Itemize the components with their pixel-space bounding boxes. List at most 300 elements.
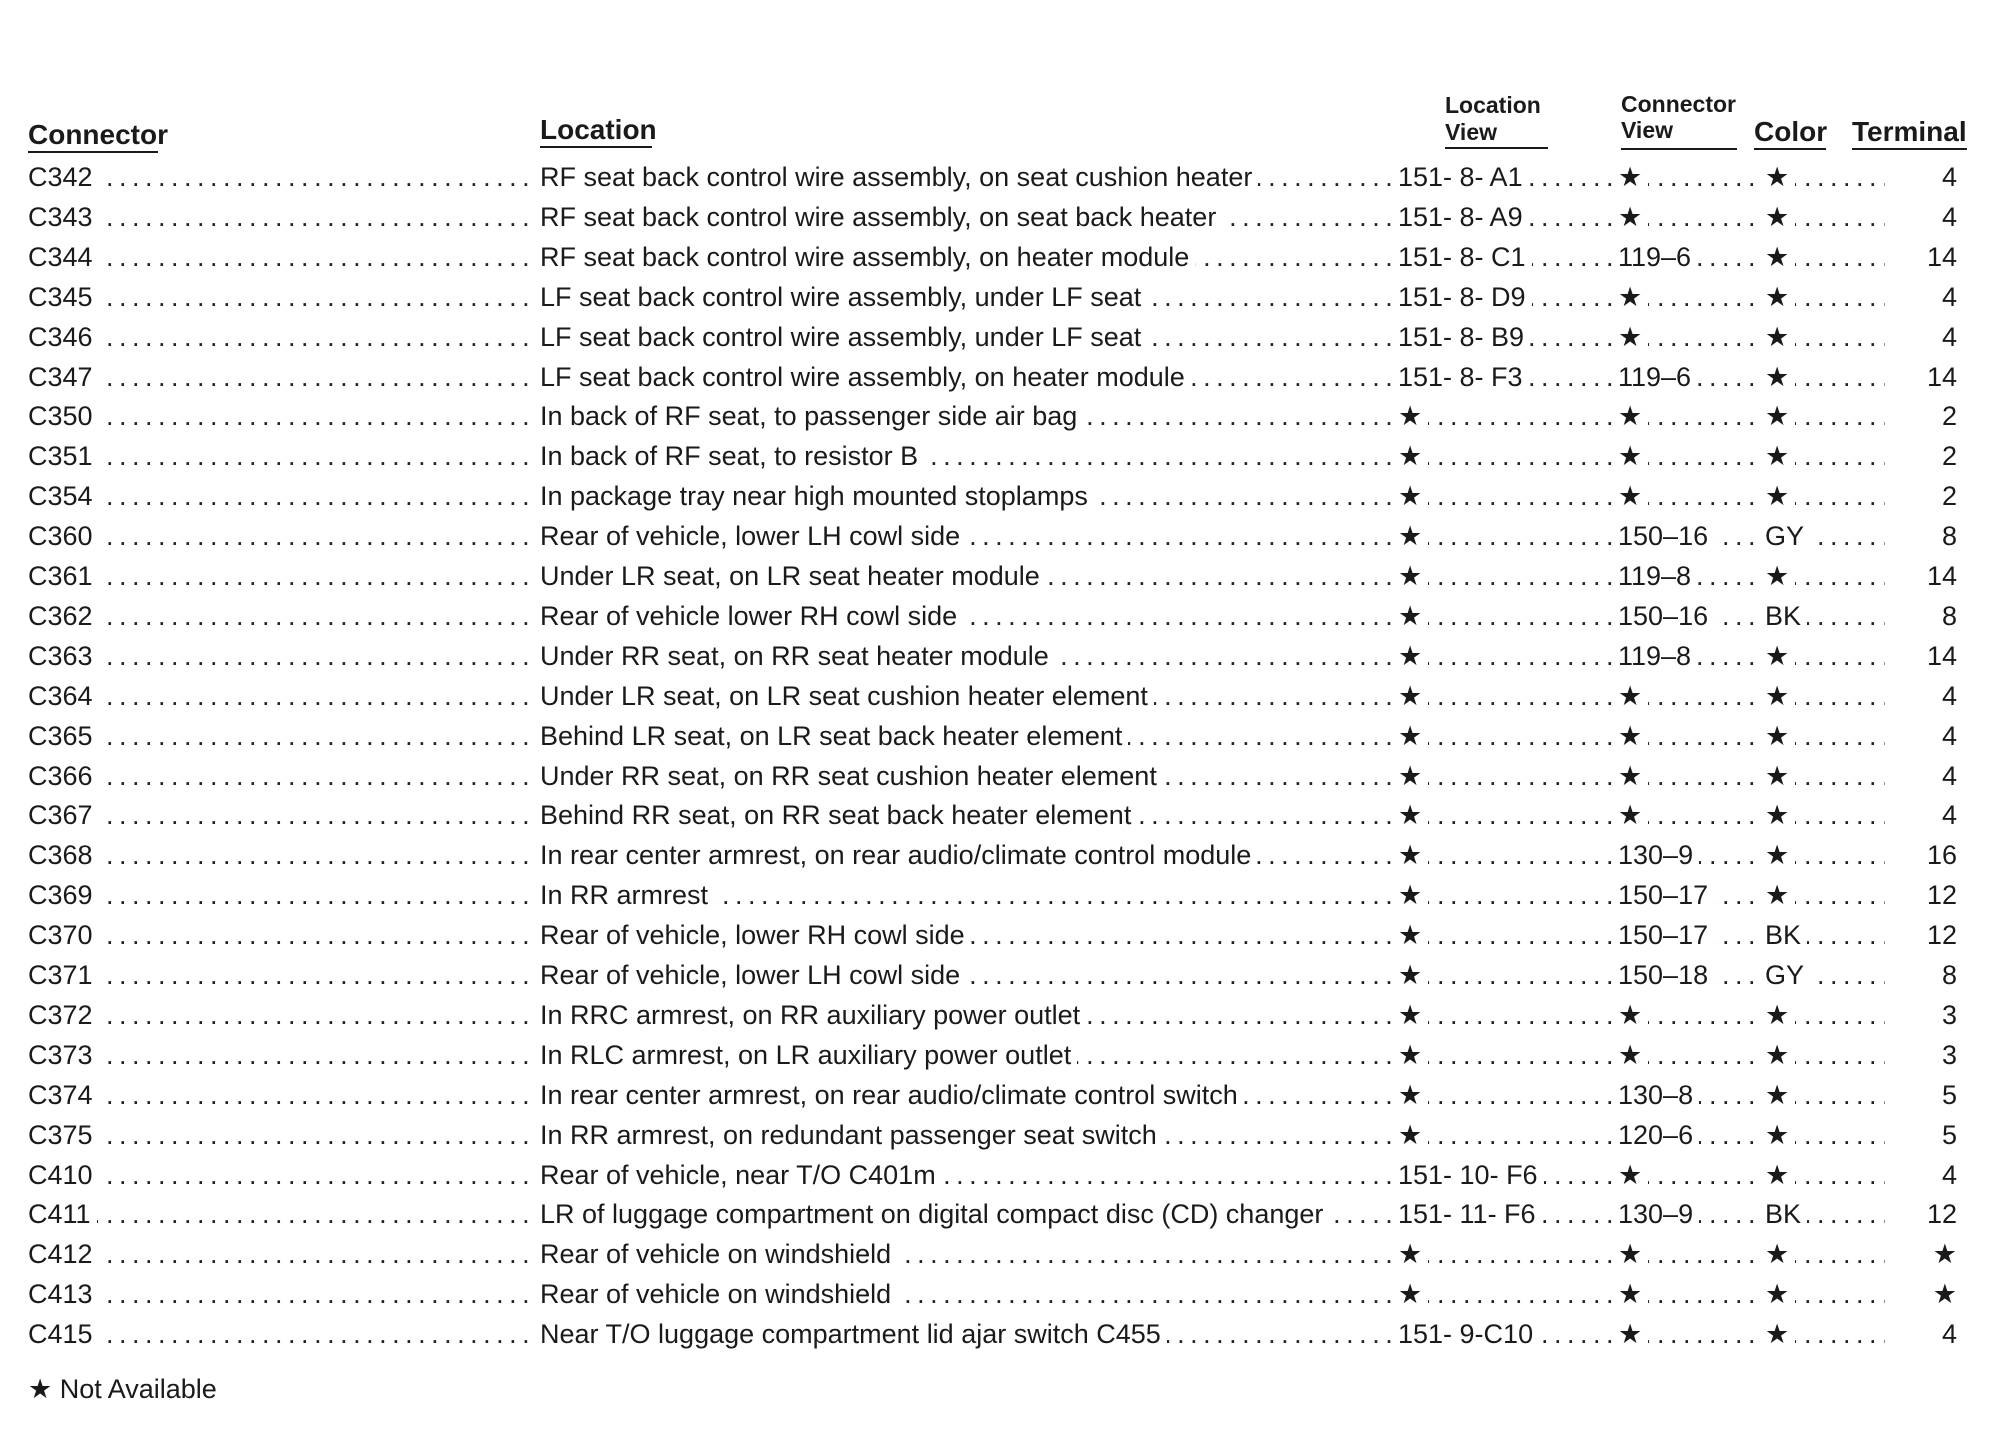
connector-view-cell-text: 119–8 [1618, 561, 1697, 591]
location-view-cell-text: ★ [1398, 641, 1428, 671]
table-row [0, 317, 1992, 357]
location-cell [540, 1194, 1395, 1234]
location-cell-text: Under LR seat, on LR seat heater module [540, 561, 1046, 591]
connector-view-cell-text: ★ [1618, 481, 1648, 511]
leader-dots [1398, 875, 1616, 915]
location-cell [540, 1035, 1395, 1075]
color-cell-text: BK [1765, 601, 1807, 631]
location-cell-text: In package tray near high mounted stoplamps [540, 481, 1094, 511]
connector-view-cell [1618, 835, 1763, 875]
terminal-cell-text: 4 [1936, 761, 1957, 791]
connector-view-cell-text: ★ [1618, 681, 1648, 711]
terminal-cell-text: 5 [1936, 1120, 1957, 1150]
location-view-cell [1398, 995, 1616, 1035]
location-cell [540, 1234, 1395, 1274]
leader-dots [28, 1314, 533, 1354]
terminal-cell-text: 8 [1936, 601, 1957, 631]
connector-view-cell-text: 120–6 [1618, 1120, 1699, 1150]
location-view-cell [1398, 1314, 1616, 1354]
color-cell [1765, 1234, 1885, 1274]
table-row [0, 716, 1992, 756]
location-cell [540, 157, 1395, 197]
connector-view-cell-text: ★ [1618, 202, 1648, 232]
leader-dots [1398, 915, 1616, 955]
location-view-cell-text: ★ [1398, 481, 1428, 511]
table-row [0, 596, 1992, 636]
connector-cell-text: C368 [28, 840, 99, 870]
location-cell-text: RF seat back control wire assembly, on heater module [540, 242, 1195, 272]
connector-view-cell-text: ★ [1618, 761, 1648, 791]
color-cell-text: GY [1765, 960, 1810, 990]
connector-cell [28, 596, 533, 636]
location-cell-text: Rear of vehicle, near T/O C401m [540, 1160, 942, 1190]
location-view-cell-text: ★ [1398, 1000, 1428, 1030]
table-row [0, 915, 1992, 955]
leader-dots [28, 915, 533, 955]
connector-view-cell [1618, 1274, 1763, 1314]
table-row [0, 357, 1992, 397]
location-view-cell [1398, 436, 1616, 476]
terminal-cell-text: 14 [1921, 362, 1957, 392]
location-view-cell-text: ★ [1398, 840, 1428, 870]
connector-cell-text: C354 [28, 481, 99, 511]
connector-cell-text: C364 [28, 681, 99, 711]
connector-view-cell [1618, 676, 1763, 716]
color-cell [1765, 556, 1885, 596]
header-location-view-line1: Location [1445, 92, 1541, 118]
connector-view-cell-text: 119–8 [1618, 641, 1697, 671]
leader-dots [28, 676, 533, 716]
connector-view-cell-text: ★ [1618, 441, 1648, 471]
location-cell [540, 436, 1395, 476]
terminal-cell [1887, 1155, 1957, 1195]
location-view-cell-text: ★ [1398, 880, 1428, 910]
terminal-cell [1887, 317, 1957, 357]
terminal-cell-text: 4 [1936, 1160, 1957, 1190]
terminal-cell [1887, 1035, 1957, 1075]
connector-cell [28, 756, 533, 796]
terminal-cell-text: 3 [1936, 1000, 1957, 1030]
leader-dots [1398, 1115, 1616, 1155]
location-view-cell-text: 151- 8- A9 [1398, 202, 1529, 232]
connector-cell [28, 636, 533, 676]
color-cell-text: ★ [1765, 880, 1795, 910]
connector-view-cell-text: ★ [1618, 1239, 1648, 1269]
color-cell-text: ★ [1765, 1080, 1795, 1110]
connector-view-cell [1618, 476, 1763, 516]
connector-view-cell-text: ★ [1618, 721, 1648, 751]
connector-view-cell-text: ★ [1618, 162, 1648, 192]
color-cell [1765, 915, 1885, 955]
location-view-cell [1398, 237, 1616, 277]
connector-cell [28, 277, 533, 317]
terminal-cell-text: 4 [1936, 800, 1957, 830]
terminal-cell [1887, 436, 1957, 476]
location-cell-text: In rear center armrest, on rear audio/climate control switch [540, 1080, 1244, 1110]
location-view-cell [1398, 516, 1616, 556]
color-cell-text: BK [1765, 1199, 1807, 1229]
table-row [0, 1274, 1992, 1314]
color-cell [1765, 596, 1885, 636]
location-view-cell-text: ★ [1398, 401, 1428, 431]
location-cell [540, 1155, 1395, 1195]
color-cell [1765, 1035, 1885, 1075]
location-cell [540, 716, 1395, 756]
color-cell [1765, 357, 1885, 397]
connector-view-cell-text: 150–17 [1618, 880, 1714, 910]
header-terminal: Terminal [1852, 116, 1967, 147]
connector-view-cell-text: ★ [1618, 1040, 1648, 1070]
connector-cell-text: C345 [28, 282, 99, 312]
connector-view-cell-text: ★ [1618, 282, 1648, 312]
color-cell [1765, 476, 1885, 516]
location-cell-text: In RR armrest [540, 880, 714, 910]
terminal-cell-text: 8 [1936, 521, 1957, 551]
location-view-cell [1398, 1075, 1616, 1115]
connector-cell-text: C411 [28, 1199, 97, 1229]
terminal-cell [1887, 1075, 1957, 1115]
leader-dots [28, 317, 533, 357]
connector-cell-text: C351 [28, 441, 99, 471]
terminal-cell-text: 3 [1936, 1040, 1957, 1070]
leader-dots [1398, 835, 1616, 875]
leader-dots [28, 795, 533, 835]
location-view-cell [1398, 1115, 1616, 1155]
location-view-cell [1398, 676, 1616, 716]
location-cell [540, 756, 1395, 796]
connector-cell [28, 1155, 533, 1195]
color-cell-text: ★ [1765, 1279, 1795, 1309]
connector-view-cell [1618, 1194, 1763, 1234]
connector-view-cell-text: 150–16 [1618, 521, 1714, 551]
leader-dots [1398, 1035, 1616, 1075]
connector-view-cell-text: ★ [1618, 1319, 1648, 1349]
leader-dots [28, 157, 533, 197]
color-cell-text: ★ [1765, 362, 1795, 392]
terminal-cell-text: 16 [1921, 840, 1957, 870]
color-cell-text: ★ [1765, 1000, 1795, 1030]
location-view-cell-text: ★ [1398, 521, 1428, 551]
connector-cell-text: C371 [28, 960, 99, 990]
connector-view-cell [1618, 277, 1763, 317]
color-cell-text: BK [1765, 920, 1807, 950]
terminal-cell-text: 8 [1936, 960, 1957, 990]
terminal-cell-text: 4 [1936, 202, 1957, 232]
connector-cell [28, 1075, 533, 1115]
connector-cell-text: C413 [28, 1279, 99, 1309]
leader-dots [1398, 1274, 1616, 1314]
color-cell [1765, 1075, 1885, 1115]
location-view-cell-text: ★ [1398, 960, 1428, 990]
connector-cell-text: C375 [28, 1120, 99, 1150]
location-view-cell [1398, 795, 1616, 835]
leader-dots [1398, 636, 1616, 676]
table-row [0, 1155, 1992, 1195]
location-cell [540, 795, 1395, 835]
location-cell [540, 476, 1395, 516]
location-cell [540, 396, 1395, 436]
leader-dots [28, 1194, 533, 1234]
location-view-cell-text: ★ [1398, 561, 1428, 591]
location-cell-text: In RRC armrest, on RR auxiliary power outlet [540, 1000, 1086, 1030]
leader-dots [1398, 1234, 1616, 1274]
table-row [0, 516, 1992, 556]
connector-cell [28, 716, 533, 756]
color-cell-text: ★ [1765, 761, 1795, 791]
connector-cell-text: C347 [28, 362, 99, 392]
connector-cell [28, 835, 533, 875]
connector-cell-text: C412 [28, 1239, 99, 1269]
location-cell-text: Rear of vehicle, lower LH cowl side [540, 521, 966, 551]
leader-dots [28, 756, 533, 796]
location-cell [540, 995, 1395, 1035]
table-row [0, 1194, 1992, 1234]
location-view-cell [1398, 1194, 1616, 1234]
location-view-cell [1398, 1234, 1616, 1274]
location-view-cell-text: 151- 10- F6 [1398, 1160, 1544, 1190]
table-row [0, 237, 1992, 277]
terminal-cell-text: 14 [1921, 561, 1957, 591]
location-view-cell-text: 151- 11- F6 [1398, 1199, 1542, 1229]
table-row [0, 277, 1992, 317]
color-cell-text: ★ [1765, 282, 1795, 312]
leader-dots [1398, 676, 1616, 716]
table-row [0, 197, 1992, 237]
location-view-cell-text: 151- 8- D9 [1398, 282, 1532, 312]
location-view-cell-text: ★ [1398, 1080, 1428, 1110]
location-cell-text: In RLC armrest, on LR auxiliary power outlet [540, 1040, 1077, 1070]
leader-dots [28, 636, 533, 676]
color-cell [1765, 516, 1885, 556]
leader-dots [28, 476, 533, 516]
connector-cell-text: C372 [28, 1000, 99, 1030]
location-view-cell [1398, 875, 1616, 915]
terminal-cell [1887, 1234, 1957, 1274]
connector-cell [28, 556, 533, 596]
color-cell-text: ★ [1765, 681, 1795, 711]
header-connector-view-line1: Connector [1621, 91, 1736, 117]
leader-dots [28, 197, 533, 237]
location-view-cell-text: 151- 8- B9 [1398, 322, 1530, 352]
table-row [0, 995, 1992, 1035]
terminal-cell [1887, 835, 1957, 875]
connector-cell-text: C344 [28, 242, 99, 272]
terminal-cell-text: 5 [1936, 1080, 1957, 1110]
terminal-cell [1887, 716, 1957, 756]
leader-dots [28, 396, 533, 436]
terminal-cell-text: 12 [1921, 1199, 1957, 1229]
header-location-view-underline [1445, 147, 1548, 149]
location-view-cell-text: ★ [1398, 1239, 1428, 1269]
leader-dots [28, 1115, 533, 1155]
table-row [0, 1035, 1992, 1075]
connector-view-cell [1618, 317, 1763, 357]
color-cell-text: ★ [1765, 202, 1795, 232]
connector-view-cell-text: ★ [1618, 800, 1648, 830]
location-view-cell-text: ★ [1398, 441, 1428, 471]
location-view-cell-text: ★ [1398, 800, 1428, 830]
location-cell [540, 596, 1395, 636]
leader-dots [28, 596, 533, 636]
location-view-cell-text: 151- 9-C10 [1398, 1319, 1539, 1349]
connector-view-cell [1618, 556, 1763, 596]
color-cell-text: ★ [1765, 401, 1795, 431]
color-cell [1765, 436, 1885, 476]
terminal-cell [1887, 1274, 1957, 1314]
leader-dots [28, 277, 533, 317]
leader-dots [1398, 476, 1616, 516]
leader-dots [1398, 756, 1616, 796]
color-cell-text: ★ [1765, 322, 1795, 352]
terminal-cell-text: 4 [1936, 282, 1957, 312]
location-cell [540, 835, 1395, 875]
location-cell [540, 915, 1395, 955]
location-view-cell [1398, 636, 1616, 676]
location-view-cell [1398, 556, 1616, 596]
connector-cell [28, 1234, 533, 1274]
terminal-cell [1887, 157, 1957, 197]
color-cell-text: ★ [1765, 641, 1795, 671]
terminal-cell-text: 12 [1921, 880, 1957, 910]
connector-cell [28, 237, 533, 277]
connector-cell [28, 357, 533, 397]
color-cell [1765, 317, 1885, 357]
location-view-cell [1398, 357, 1616, 397]
location-cell-text: In RR armrest, on redundant passenger seat switch [540, 1120, 1163, 1150]
connector-cell [28, 1274, 533, 1314]
location-cell [540, 277, 1395, 317]
connector-cell [28, 1035, 533, 1075]
terminal-cell-text: 4 [1936, 721, 1957, 751]
terminal-cell-text: 4 [1936, 681, 1957, 711]
location-cell [540, 676, 1395, 716]
terminal-cell [1887, 756, 1957, 796]
color-cell [1765, 157, 1885, 197]
location-cell-text: Near T/O luggage compartment lid ajar switch C455 [540, 1319, 1167, 1349]
location-cell-text: Under LR seat, on LR seat cushion heater element [540, 681, 1154, 711]
leader-dots [28, 436, 533, 476]
terminal-cell [1887, 915, 1957, 955]
color-cell [1765, 197, 1885, 237]
location-view-cell [1398, 396, 1616, 436]
terminal-cell [1887, 636, 1957, 676]
leader-dots [1398, 436, 1616, 476]
table-row [0, 795, 1992, 835]
header-connector-underline [28, 151, 158, 153]
connector-view-cell [1618, 1035, 1763, 1075]
location-view-cell-text: ★ [1398, 1120, 1428, 1150]
connector-cell [28, 476, 533, 516]
table-row [0, 955, 1992, 995]
location-view-cell [1398, 955, 1616, 995]
color-cell [1765, 396, 1885, 436]
terminal-cell-text: 4 [1936, 322, 1957, 352]
connector-view-cell-text: 150–18 [1618, 960, 1714, 990]
leader-dots [28, 875, 533, 915]
connector-view-cell-text: ★ [1618, 1000, 1648, 1030]
connector-view-cell [1618, 357, 1763, 397]
connector-cell-text: C343 [28, 202, 99, 232]
connector-cell [28, 795, 533, 835]
location-cell [540, 1115, 1395, 1155]
header-location: Location [540, 114, 657, 145]
connector-view-cell-text: 150–17 [1618, 920, 1714, 950]
table-row [0, 556, 1992, 596]
leader-dots [28, 1035, 533, 1075]
leader-dots [1398, 556, 1616, 596]
connector-view-cell [1618, 636, 1763, 676]
leader-dots [1398, 955, 1616, 995]
location-cell [540, 955, 1395, 995]
location-view-cell-text: 151- 8- C1 [1398, 242, 1532, 272]
location-view-cell-text: ★ [1398, 761, 1428, 791]
connector-view-cell-text: 119–6 [1618, 362, 1697, 392]
color-cell [1765, 955, 1885, 995]
connector-cell-text: C350 [28, 401, 99, 431]
location-view-cell [1398, 277, 1616, 317]
location-view-cell-text: ★ [1398, 1279, 1428, 1309]
terminal-cell-text: 2 [1936, 481, 1957, 511]
connector-cell-text: C342 [28, 162, 99, 192]
table-row [0, 1075, 1992, 1115]
leader-dots [28, 1155, 533, 1195]
location-cell [540, 556, 1395, 596]
connector-view-cell [1618, 396, 1763, 436]
location-cell-text: Rear of vehicle lower RH cowl side [540, 601, 963, 631]
connector-cell-text: C361 [28, 561, 99, 591]
connector-view-cell [1618, 1155, 1763, 1195]
location-view-cell [1398, 835, 1616, 875]
connector-view-cell-text: ★ [1618, 401, 1648, 431]
connector-cell-text: C373 [28, 1040, 99, 1070]
color-cell [1765, 995, 1885, 1035]
location-cell-text: RF seat back control wire assembly, on seat back heater [540, 202, 1222, 232]
table-row [0, 875, 1992, 915]
leader-dots [28, 835, 533, 875]
leader-dots [1398, 716, 1616, 756]
connector-view-cell-text: 130–9 [1618, 840, 1699, 870]
connector-view-cell [1618, 875, 1763, 915]
connector-cell [28, 1314, 533, 1354]
connector-cell-text: C410 [28, 1160, 99, 1190]
table-row [0, 676, 1992, 716]
terminal-cell [1887, 1314, 1957, 1354]
color-cell [1765, 835, 1885, 875]
terminal-cell-text: 14 [1921, 242, 1957, 272]
terminal-cell [1887, 795, 1957, 835]
location-cell [540, 1274, 1395, 1314]
terminal-cell [1887, 476, 1957, 516]
header-location-underline [540, 146, 652, 148]
color-cell-text: ★ [1765, 242, 1795, 272]
connector-view-cell [1618, 596, 1763, 636]
connector-cell-text: C346 [28, 322, 99, 352]
connector-cell-text: C366 [28, 761, 99, 791]
color-cell [1765, 1155, 1885, 1195]
location-view-cell [1398, 157, 1616, 197]
connector-view-cell [1618, 995, 1763, 1035]
table-row [0, 1314, 1992, 1354]
location-cell-text: Rear of vehicle on windshield [540, 1279, 897, 1309]
connector-cell [28, 915, 533, 955]
location-view-cell [1398, 1035, 1616, 1075]
leader-dots [28, 516, 533, 556]
terminal-cell-text: 12 [1921, 920, 1957, 950]
location-view-cell [1398, 1155, 1616, 1195]
color-cell-text: ★ [1765, 481, 1795, 511]
connector-view-cell-text: ★ [1618, 1279, 1648, 1309]
connector-cell-text: C415 [28, 1319, 99, 1349]
